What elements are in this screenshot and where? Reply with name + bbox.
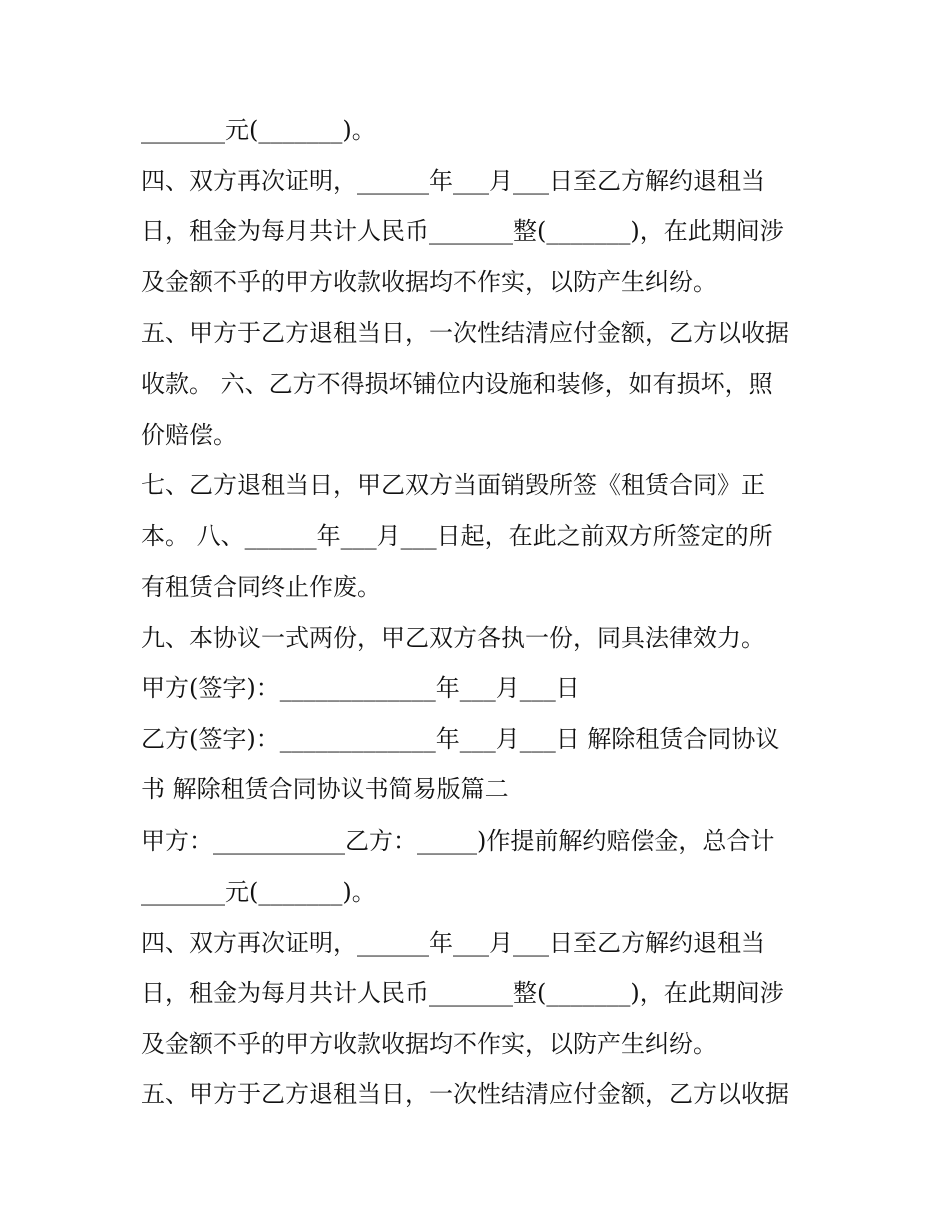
text-line: 五、甲方于乙方退租当日，一次性结清应付金额，乙方以收据: [141, 1080, 789, 1108]
text-line: 乙方(签字)：_____________年___月___日 解除租赁合同协议: [141, 725, 780, 753]
text-line: 四、双方再次证明，______年___月___日至乙方解约退租当: [141, 167, 765, 195]
text-line: 甲方(签字)：_____________年___月___日: [141, 674, 580, 702]
text-line: 七、乙方退租当日，甲乙双方当面销毁所签《租赁合同》正: [141, 471, 765, 499]
text-line: 甲方：___________乙方：_____)作提前解约赔偿金，总合计: [141, 827, 775, 855]
text-line: 日，租金为每月共计人民币_______整(_______)，在此期间涉: [141, 979, 784, 1007]
text-line: 有租赁合同终止作废。: [141, 573, 381, 601]
text-line: 日，租金为每月共计人民币_______整(_______)，在此期间涉: [141, 217, 784, 245]
text-line: 及金额不乎的甲方收款收据均不作实，以防产生纠纷。: [141, 1030, 717, 1058]
text-line: _______元(_______)。: [141, 116, 376, 144]
text-line: 四、双方再次证明，______年___月___日至乙方解约退租当: [141, 929, 765, 957]
text-line: 书 解除租赁合同协议书简易版篇二: [141, 775, 509, 803]
text-line: 价赔偿。: [141, 421, 237, 449]
text-line: 收款。 六、乙方不得损坏铺位内设施和装修，如有损坏，照: [141, 370, 773, 398]
text-line: 九、本协议一式两份，甲乙双方各执一份，同具法律效力。: [141, 624, 765, 652]
text-line: 五、甲方于乙方退租当日，一次性结清应付金额，乙方以收据: [141, 319, 789, 347]
text-line: 及金额不乎的甲方收款收据均不作实，以防产生纠纷。: [141, 268, 717, 296]
text-line: _______元(_______)。: [141, 878, 376, 906]
text-line: 本。 八、______年___月___日起，在此之前双方所签定的所: [141, 522, 773, 550]
